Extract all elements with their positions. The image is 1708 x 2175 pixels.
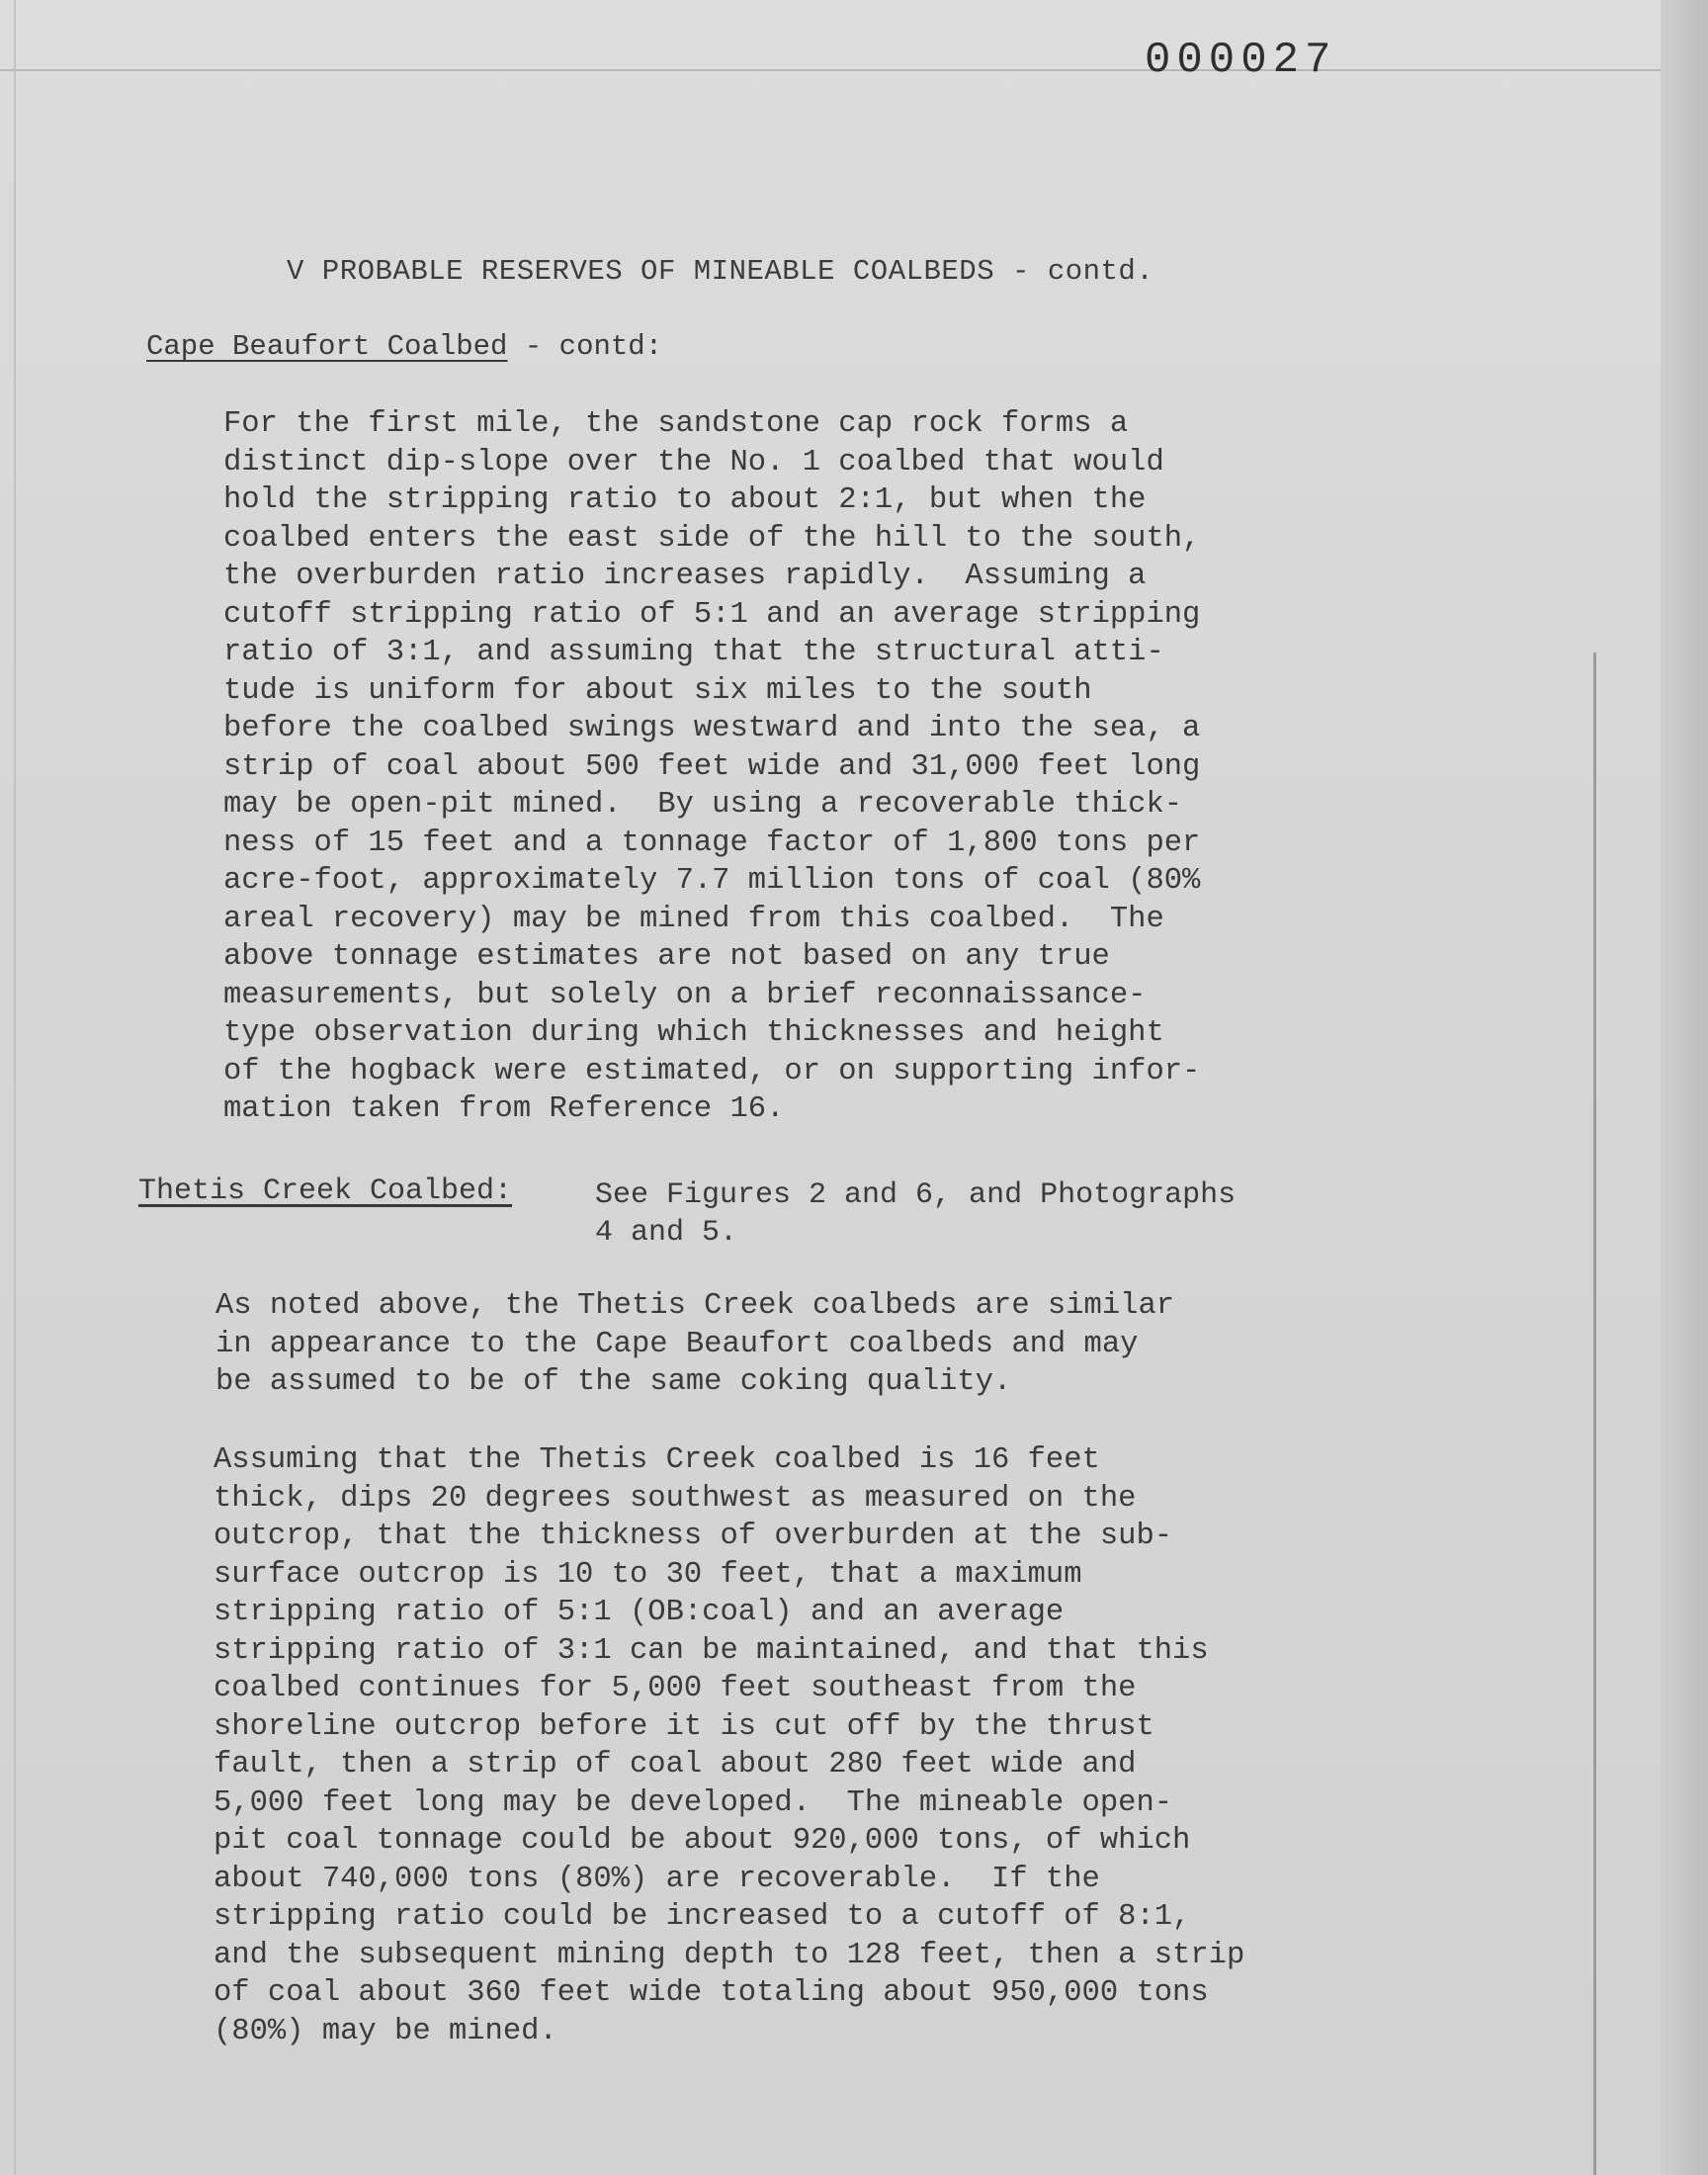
scan-left-rule <box>14 0 16 2175</box>
scan-right-edge <box>1661 0 1708 2175</box>
thetis-creek-reference: See Figures 2 and 6, and Photographs 4 and 5. <box>595 1178 1237 1250</box>
scan-top-rule <box>0 69 1708 71</box>
paragraph-thetis-quality: As noted above, the Thetis Creek coalbeds are similar in appearance to the Cape Beaufort coalbeds and may be assumed to be of the same coking quality. <box>215 1289 1175 1399</box>
thetis-creek-heading: Thetis Creek Coalbed: <box>138 1174 513 1208</box>
paragraph-cape-beaufort: For the first mile, the sandstone cap rock forms a distinct dip-slope over the No. 1 coalbed that would hold the stripping ratio to about 2:1, but when the coalbed enters the east side of the hill to the south, the overburden ratio increases rapidly. Assuming a cutoff stripping ratio of 5:1 and an average stripping ratio of 3:1, and assuming that the structural atti- tude is uniform for about six miles to the south before the coalbed swings westward and into the sea, a strip of coal about 500 feet wide and 31,000 feet long may be open-pit mined. By using a recoverable thick- ness of 15 feet and a tonnage factor of 1,800 tons per acre-foot, approximately 7.7 million tons of coal (80% areal recovery) may be mined from this coalbed. The above tonnage estimates are not based on any true measurements, but solely on a brief reconnaissance- type observation during which thicknesses and height of the hogback were estimated, or on supporting infor- mation taken from Reference 16. <box>223 407 1201 1126</box>
paragraph-thetis-estimate: Assuming that the Thetis Creek coalbed is 16 feet thick, dips 20 degrees southwest as measured on the outcrop, that the thickness of overburden at the sub- surface outcrop is 10 to 30 feet, that a maximum stripping ratio of 5:1 (OB:coal) and an average stripping ratio of 3:1 can be maintained, and that this coalbed continues for 5,000 feet southeast from the shoreline outcrop before it is cut off by the thrust fault, then a strip of coal about 280 feet wide and 5,000 feet long may be developed. The mineable open- pit coal tonnage could be about 920,000 tons, of which about 740,000 tons (80%) are recoverable. If the stripping ratio could be increased to a cutoff of 8:1, and the subsequent mining depth to 128 feet, then a strip of coal about 360 feet wide totaling about 950,000 tons (80%) may be mined. <box>214 1443 1245 2048</box>
subhead <box>146 330 662 363</box>
page-number: 000027 <box>1145 36 1337 85</box>
scan-right-margin-line <box>1593 652 1596 2175</box>
subhead-label: Cape Beaufort Coalbed <box>146 330 508 363</box>
subhead-suffix: - contd: <box>507 330 663 363</box>
section-title: V PROBABLE RESERVES OF MINEABLE COALBEDS - contd. <box>287 255 1154 288</box>
